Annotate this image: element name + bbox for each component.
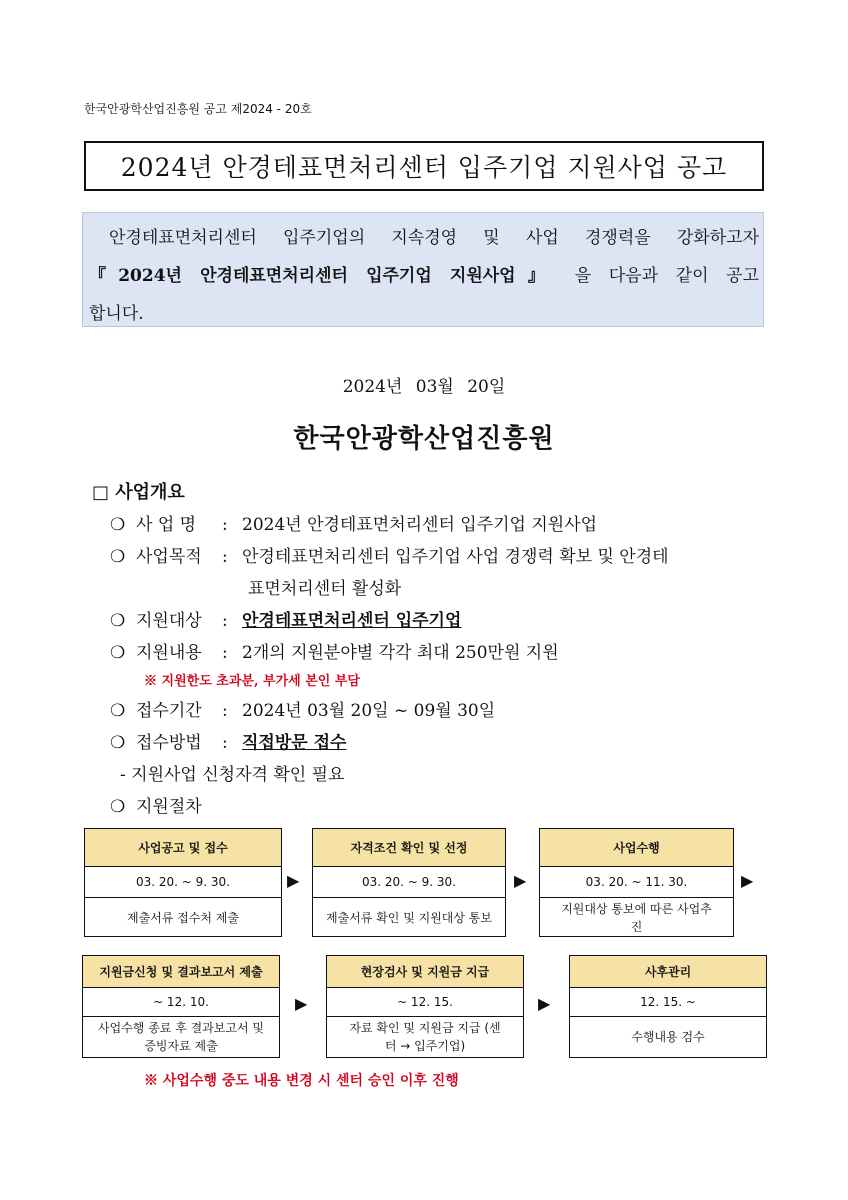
arrow-right-icon: ▶ (538, 994, 551, 1013)
flow-step-desc: 제출서류 접수처 제출 (127, 911, 239, 925)
flow-step-1 (84, 828, 282, 937)
flow-step-4 (82, 955, 280, 1058)
overview-target-row (110, 606, 461, 631)
bullet-icon: ❍ (110, 547, 126, 567)
flow-step-desc: 제출서류 확인 및 지원대상 통보 (326, 911, 492, 925)
flow-step-date: ~ 12. 15. (327, 988, 523, 1017)
bullet-icon: ❍ (110, 733, 126, 753)
flow-step-6 (569, 955, 767, 1058)
overview-label: 지원대상 (136, 611, 202, 631)
bullet-icon: ❍ (110, 797, 126, 817)
arrow-right-icon: ▶ (295, 994, 308, 1013)
flow-step-date: ~ 12. 10. (83, 988, 279, 1017)
flow-step-3 (539, 828, 734, 937)
overview-method-row (110, 728, 346, 753)
method-note: - 지원사업 신청자격 확인 필요 (120, 765, 345, 785)
flow-step-title: 지원금신청 및 결과보고서 제출 (83, 956, 279, 988)
flow-step-desc: 지원대상 통보에 따른 사업추진 (561, 902, 712, 934)
arrow-right-icon: ▶ (514, 871, 527, 890)
section-title: □ 사업개요 (92, 482, 185, 503)
intro-box (82, 212, 764, 327)
overview-period-row (110, 696, 495, 721)
overview-label: 지원절차 (136, 797, 202, 817)
overview-procedure-row (110, 792, 222, 817)
overview-label: 사업목적 (136, 547, 202, 567)
flow-step-2 (312, 828, 506, 937)
flow-step-title: 자격조건 확인 및 선정 (313, 829, 505, 867)
bullet-icon: ❍ (110, 611, 126, 631)
overview-content-row (110, 638, 559, 663)
overview-purpose-cont: 표면처리센터 활성화 (248, 579, 402, 599)
overview-value: 안경테표면처리센터 입주기업 사업 경쟁력 확보 및 안경테 (242, 547, 669, 567)
overview-purpose-row (110, 542, 669, 567)
flow-step-date: 03. 20. ~ 9. 30. (85, 867, 281, 898)
overview-value: 2024년 안경테표면처리센터 입주기업 지원사업 (242, 515, 598, 535)
colon: : (222, 733, 228, 753)
flow-step-date: 03. 20. ~ 11. 30. (540, 867, 733, 898)
overview-value: 2024년 03월 20일 ~ 09월 30일 (242, 701, 496, 721)
intro-program-name: 『2024년 안경테표면처리센터 입주기업 지원사업』 (89, 266, 558, 286)
flow-step-title: 사업수행 (540, 829, 733, 867)
colon: : (222, 611, 228, 631)
overview-value: 2개의 지원분야별 각각 최대 250만원 지원 (242, 643, 559, 663)
intro-line-3: 합니다. (89, 304, 144, 324)
arrow-right-icon: ▶ (741, 871, 754, 890)
page-title: 2024년 안경테표면처리센터 입주기업 지원사업 공고 (84, 141, 764, 191)
support-limit-note: ※ 지원한도 초과분, 부가세 본인 부담 (144, 674, 360, 689)
overview-label: 지원내용 (136, 643, 202, 663)
overview-name-row (110, 510, 597, 535)
colon: : (222, 515, 228, 535)
overview-value: 안경테표면처리센터 입주기업 (242, 611, 462, 631)
notice-date: 2024년 03월 20일 (342, 377, 506, 397)
flow-step-date: 03. 20. ~ 9. 30. (313, 867, 505, 898)
overview-label: 접수방법 (136, 733, 202, 753)
organization-name: 한국안광학산업진흥원 (293, 424, 555, 454)
flow-step-title: 사후관리 (570, 956, 766, 988)
flow-step-desc: 자료 확인 및 지원금 지급 (센터 → 입주기업) (349, 1021, 501, 1053)
flow-step-title: 사업공고 및 접수 (85, 829, 281, 867)
flow-step-date: 12. 15. ~ (570, 988, 766, 1017)
overview-label: 사 업 명 (136, 515, 197, 535)
intro-line-2-rest: 을 다음과 같이 공고 (557, 266, 759, 286)
intro-line-1: 안경테표면처리센터 입주기업의 지속경영 및 사업 경쟁력을 강화하고자 (109, 228, 759, 248)
arrow-right-icon: ▶ (287, 871, 300, 890)
intro-line-2 (89, 257, 759, 295)
bullet-icon: ❍ (110, 515, 126, 535)
bullet-icon: ❍ (110, 643, 126, 663)
colon: : (222, 643, 228, 663)
flow-step-title: 현장검사 및 지원금 지급 (327, 956, 523, 988)
bullet-icon: ❍ (110, 701, 126, 721)
flow-step-5 (326, 955, 524, 1058)
notice-number: 한국안광학산업진흥원 공고 제2024 - 20호 (84, 102, 312, 116)
colon: : (222, 701, 228, 721)
overview-label: 접수기간 (136, 701, 202, 721)
footer-note: ※ 사업수행 중도 내용 변경 시 센터 승인 이후 진행 (144, 1073, 459, 1089)
colon: : (222, 547, 228, 567)
flow-step-desc: 사업수행 종료 후 결과보고서 및 증빙자료 제출 (98, 1021, 264, 1053)
overview-value: 직접방문 접수 (242, 733, 347, 753)
flow-step-desc: 수행내용 검수 (631, 1030, 705, 1044)
